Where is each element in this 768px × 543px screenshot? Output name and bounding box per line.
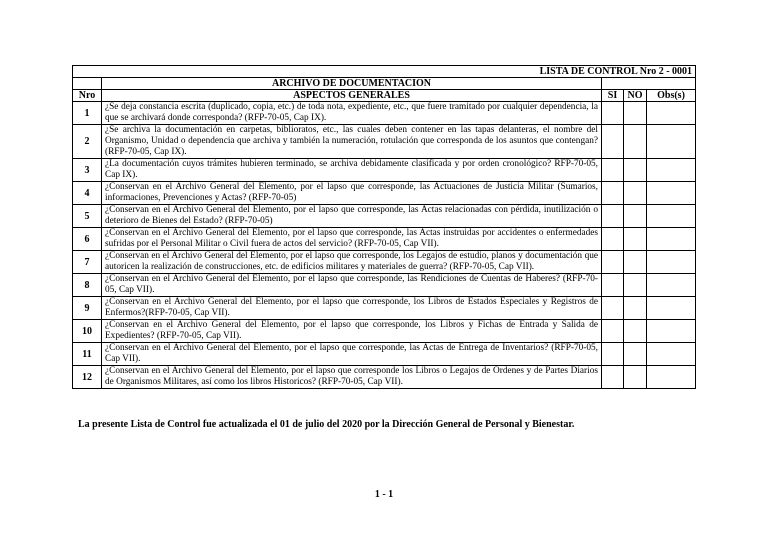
no-cell[interactable] (624, 182, 647, 205)
si-cell[interactable] (602, 205, 624, 228)
obs-cell[interactable] (647, 274, 696, 297)
row-question: ¿Conservan en el Archivo General del Elemento, por el lapso que corresponde, las Actas relacionadas con pérdida, inutilización o deterioro de Bienes del Estado? (RFP-70-05) (102, 205, 602, 228)
obs-cell[interactable] (647, 125, 696, 159)
table-row (73, 125, 696, 159)
col-header-aspects: ASPECTOS GENERALES (102, 90, 602, 102)
table-row (73, 102, 696, 125)
no-cell[interactable] (624, 366, 647, 389)
no-cell[interactable] (624, 205, 647, 228)
si-cell[interactable] (602, 228, 624, 251)
row-number: 7 (73, 251, 102, 274)
no-cell[interactable] (624, 274, 647, 297)
row-question: ¿Conservan en el Archivo General del Elemento, por el lapso que corresponde los Libros o Legajos de Ordenes y de Partes Diarios de Organismos Militares, así como los libros Historicos? (RFP-70-05, Cap VII). (102, 366, 602, 389)
si-cell[interactable] (602, 366, 624, 389)
table-row (73, 320, 696, 343)
checklist-document (72, 65, 695, 389)
no-cell[interactable] (624, 320, 647, 343)
row-question: ¿La documentación cuyos trámites hubieren terminado, se archiva debidamente clasificada y por orden cronológico? RFP-70-05, Cap IX). (102, 159, 602, 182)
obs-cell[interactable] (647, 159, 696, 182)
obs-cell[interactable] (647, 251, 696, 274)
si-cell[interactable] (602, 251, 624, 274)
obs-cell[interactable] (647, 205, 696, 228)
row-question: ¿Conservan en el Archivo General del Elemento, por el lapso que corresponde, las Actas instruidas por accidentes o enfermedades sufridas por el Personal Militar o Civil fuera de actos del servicio? (RFP-70-05, Cap VII). (102, 228, 602, 251)
obs-cell[interactable] (647, 102, 696, 125)
table-row (73, 297, 696, 320)
col-header-nro: Nro (73, 90, 102, 102)
row-question: ¿Conservan en el Archivo General del Elemento, por el lapso que corresponde, los Libros de Estados Especiales y Registros de Enfermos?(RFP-70-05, Cap VII). (102, 297, 602, 320)
page-number: 1 - 1 (374, 489, 394, 500)
row-question: ¿Se deja constancia escrita (duplicado, copia, etc.) de toda nota, expediente, etc., que fuere tramitado por cualquier dependencia, la que se archivará donde corresponda? (RFP-70-05, Cap IX). (102, 102, 602, 125)
no-cell[interactable] (624, 228, 647, 251)
si-cell[interactable] (602, 102, 624, 125)
si-cell[interactable] (602, 274, 624, 297)
si-cell[interactable] (602, 297, 624, 320)
table-row (73, 343, 696, 366)
footer-note: La presente Lista de Control fue actualizada el 01 de julio del 2020 por la Dirección General de Personal y Bienestar. (78, 419, 575, 430)
obs-cell[interactable] (647, 297, 696, 320)
si-cell[interactable] (602, 320, 624, 343)
no-cell[interactable] (624, 102, 647, 125)
row-question: ¿Conservan en el Archivo General del Elemento, por el lapso que corresponde, los Libros y Fichas de Entrada y Salida de Expedientes? (RFP-70-05, Cap VII). (102, 320, 602, 343)
row-number: 11 (73, 343, 102, 366)
row-number: 9 (73, 297, 102, 320)
si-cell[interactable] (602, 343, 624, 366)
obs-cell[interactable] (647, 343, 696, 366)
checklist-rows (73, 102, 696, 389)
row-number: 6 (73, 228, 102, 251)
row-number: 2 (73, 125, 102, 159)
si-cell[interactable] (602, 159, 624, 182)
table-row (73, 366, 696, 389)
no-cell[interactable] (624, 159, 647, 182)
row-number: 1 (73, 102, 102, 125)
table-row (73, 274, 696, 297)
col-header-no: NO (624, 90, 647, 102)
col-header-obs: Obs(s) (647, 90, 696, 102)
table-row (73, 205, 696, 228)
table-row (73, 228, 696, 251)
si-cell[interactable] (602, 182, 624, 205)
row-number: 10 (73, 320, 102, 343)
row-question: ¿Conservan en el Archivo General del Elemento, por el lapso que corresponde, las Actas de Entrega de Inventarios? (RFP-70-05, Cap VII). (102, 343, 602, 366)
row-number: 8 (73, 274, 102, 297)
obs-cell[interactable] (647, 182, 696, 205)
row-number: 12 (73, 366, 102, 389)
row-number: 3 (73, 159, 102, 182)
obs-cell[interactable] (647, 366, 696, 389)
row-question: ¿Conservan en el Archivo General del Elemento, por el lapso que corresponde, las Rendiciones de Cuentas de Haberes? (RFP-70-05, Cap VII). (102, 274, 602, 297)
row-number: 5 (73, 205, 102, 228)
si-cell[interactable] (602, 125, 624, 159)
list-title: LISTA DE CONTROL Nro 2 - 0001 (73, 66, 696, 78)
no-cell[interactable] (624, 297, 647, 320)
no-cell[interactable] (624, 125, 647, 159)
row-question: ¿Conservan en el Archivo General del Elemento, por el lapso que corresponde, los Legajos de estudio, planos y documentación que autoricen la realización de construcciones, etc. de edificios militares y materiales de guerra? (RFP-70-05, Cap VII). (102, 251, 602, 274)
col-header-si: SI (602, 90, 624, 102)
checklist-table (72, 65, 696, 389)
obs-cell[interactable] (647, 228, 696, 251)
table-row (73, 251, 696, 274)
no-cell[interactable] (624, 251, 647, 274)
obs-cell[interactable] (647, 320, 696, 343)
section-title: ARCHIVO DE DOCUMENTACION (102, 78, 602, 90)
table-row (73, 182, 696, 205)
row-question: ¿Se archiva la documentación en carpetas, biblioratos, etc., las cuales deben contener en las tapas delanteras, el nombre del Organismo, Unidad o dependencia que archiva y también la numeración, rotulación que corresponda de los asuntos que contengan? (RFP-70-05, Cap IX). (102, 125, 602, 159)
no-cell[interactable] (624, 343, 647, 366)
row-question: ¿Conservan en el Archivo General del Elemento, por el lapso que corresponde, las Actuaciones de Justicia Militar (Sumarios, informaciones, Prevenciones y Actas? (RFP-70-05) (102, 182, 602, 205)
table-row (73, 159, 696, 182)
row-number: 4 (73, 182, 102, 205)
